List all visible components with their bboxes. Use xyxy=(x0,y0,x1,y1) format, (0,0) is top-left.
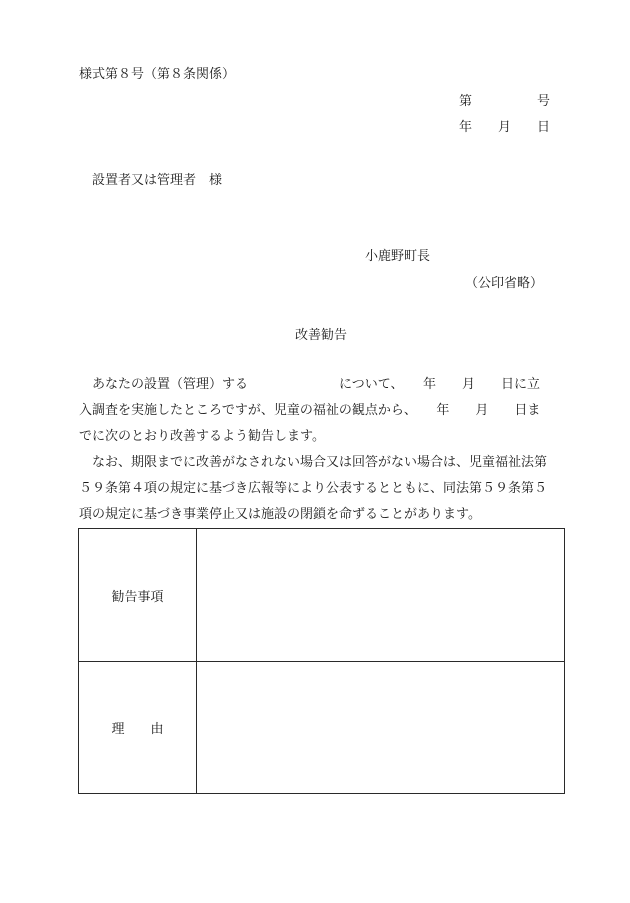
table-row xyxy=(79,662,565,794)
date-label: 年 月 日 xyxy=(459,120,551,135)
reason-field xyxy=(197,662,565,794)
form-number: 様式第８号（第８条関係） xyxy=(79,67,236,82)
document-number-label: 第 号 xyxy=(459,94,551,109)
paragraph-line: 項の規定に基づき事業停止又は施設の閉鎖を命ずることがあります。 xyxy=(79,507,481,522)
document-title: 改善勧告 xyxy=(295,328,348,343)
table-row xyxy=(79,529,565,662)
paragraph-line: なお、期限までに改善がなされない場合又は回答がない場合は、児童福祉法第 xyxy=(79,455,548,470)
body-paragraph-1 xyxy=(79,372,579,450)
body-paragraph-2 xyxy=(79,450,579,528)
recommendation-items-label: 勧告事項 xyxy=(79,529,197,662)
sender-name: 小鹿野町長 xyxy=(365,249,431,264)
paragraph-line: ５９条第４項の規定に基づき広報等により公表するとともに、同法第５９条第５ xyxy=(79,481,548,496)
paragraph-line: 入調査を実施したところですが、児童の福祉の観点から、 年 月 日ま xyxy=(79,403,541,418)
reason-label: 理 由 xyxy=(79,662,197,794)
recommendation-items-field xyxy=(197,529,565,662)
paragraph-line: でに次のとおり改善するよう勧告します。 xyxy=(79,429,325,444)
recipient: 設置者又は管理者 様 xyxy=(92,173,223,188)
paragraph-line: あなたの設置（管理）する について、 年 月 日に立 xyxy=(79,377,540,392)
recommendation-table xyxy=(78,528,565,794)
seal-omitted-note: （公印省略） xyxy=(465,276,544,291)
